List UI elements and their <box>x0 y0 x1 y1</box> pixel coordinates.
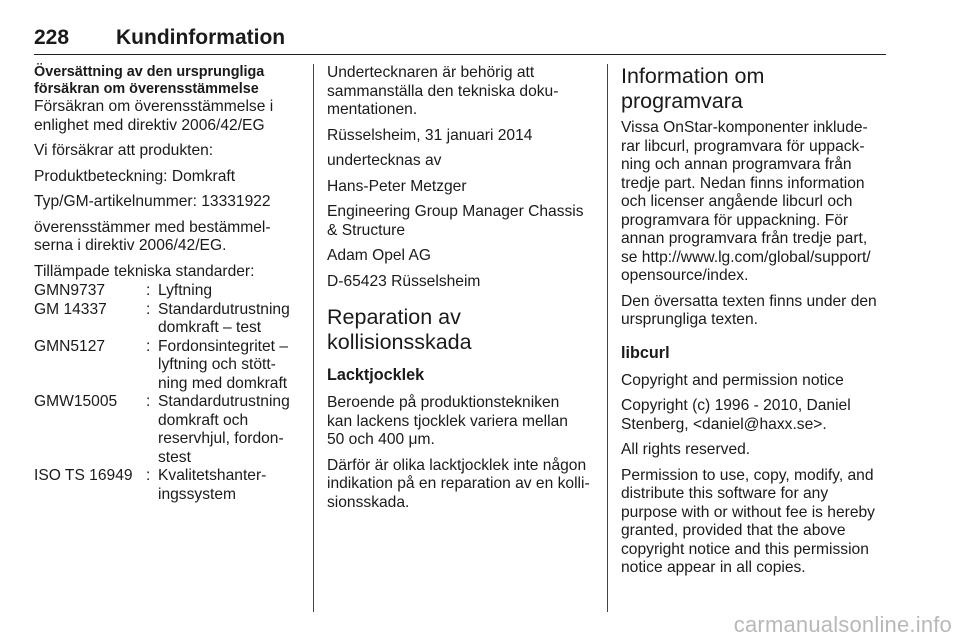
signatory-authority: Undertecknaren är behörig att sammanställa den tekniska doku- mentationen. <box>327 64 559 118</box>
standard-description: Fordonsintegritet – lyftning och stött- ning med domkraft <box>158 337 289 392</box>
standard-code: GMN9737 <box>34 282 106 299</box>
product-designation: Produktbeteckning: Domkraft <box>34 167 236 185</box>
software-info-text: Vissa OnStar-komponenter inklude- rar libcurl, programvara för uppack- ning och annan programvara från tredje part. Nedan finns information och licenser angående libcurl och programvara för uppackning. För annan programvara från tredje part, se http://www.lg.com/global/support/ opensource/index. <box>621 119 871 284</box>
page-number: 228 <box>34 26 70 49</box>
standard-description: Standardutrustning domkraft – test <box>158 300 290 336</box>
table-row: GMW15005 : Standardutrustning domkraft och reservhjul, fordon- stest <box>34 393 300 467</box>
declaration-statement: Vi försäkrar att produkten: <box>34 142 214 159</box>
header-rule <box>34 54 886 55</box>
translation-note: Den översatta texten finns under den ursprungliga texten. <box>621 292 877 328</box>
software-info-heading: Information om programvara <box>621 64 765 113</box>
libcurl-heading: libcurl <box>621 343 670 362</box>
column-divider-1 <box>313 64 314 612</box>
table-row: ISO TS 16949 : Kvalitetshanter- ingssystem <box>34 467 300 504</box>
signatory-title: Engineering Group Manager Chassis & Structure <box>327 203 584 239</box>
page-header <box>34 26 886 52</box>
table-row: GMN5127 : Fordonsintegritet – lyftning och stött- ning med domkraft <box>34 338 300 394</box>
column-1 <box>34 64 300 504</box>
signed-by-label: undertecknas av <box>327 152 442 169</box>
standard-description: Standardutrustning domkraft och reservhjul, fordon- stest <box>158 393 290 466</box>
table-row: GM 14337 : Standardutrustning domkraft – test <box>34 301 300 338</box>
paint-thickness-text: Beroende på produktionstekniken kan lackens tjocklek variera mellan 50 och 400 μm. <box>327 394 568 448</box>
standards-label: Tillämpade tekniska standarder: <box>34 262 255 280</box>
section-title: Kundinformation <box>116 26 286 49</box>
standard-description: Lyftning <box>158 282 213 299</box>
company-name: Adam Opel AG <box>327 247 432 264</box>
standard-description: Kvalitetshanter- ingssystem <box>158 467 267 503</box>
standards-table <box>34 282 300 504</box>
permission-text: Permission to use, copy, modify, and distribute this software for any purpose with or without fee is hereby granted, provided that the above copyright notice and this permission notice appear in all copies. <box>621 466 875 576</box>
table-row: GMN9737 : Lyftning <box>34 282 300 301</box>
standard-code: ISO TS 16949 <box>34 467 133 484</box>
rights-reserved: All rights reserved. <box>621 441 751 458</box>
column-divider-2 <box>607 64 608 612</box>
standard-code: GM 14337 <box>34 300 107 318</box>
directive-compliance: överensstämmer med bestämmel- serna i direktiv 2006/42/EG. <box>34 218 271 254</box>
copyright-line: Copyright (c) 1996 - 2010, Daniel Stenberg, <daniel@haxx.se>. <box>621 397 851 433</box>
declaration-intro: Försäkran om överensstämmelse i enlighet med direktiv 2006/42/EG <box>34 98 274 134</box>
copyright-notice-title: Copyright and permission notice <box>621 371 844 389</box>
place-date: Rüsselsheim, 31 januari 2014 <box>327 126 533 144</box>
column-2 <box>327 64 593 519</box>
part-number: Typ/GM-artikelnummer: 13331922 <box>34 193 271 210</box>
company-address: D-65423 Rüsselsheim <box>327 272 481 290</box>
standard-code: GMN5127 <box>34 337 106 355</box>
paint-thickness-heading: Lacktjocklek <box>327 366 425 384</box>
collision-repair-heading: Reparation av kollisionsskada <box>327 305 472 354</box>
standard-code: GMW15005 <box>34 393 118 410</box>
declaration-heading: Översättning av den ursprungliga försäkran om överensstämmelse <box>34 64 265 97</box>
column-3 <box>621 64 889 585</box>
site-watermark: carmanualsonline.info <box>733 612 952 637</box>
paint-thickness-note: Därför är olika lacktjocklek inte någon indikation på en reparation av en kolli- sionsskada. <box>327 456 590 511</box>
signatory-name: Hans-Peter Metzger <box>327 177 467 195</box>
